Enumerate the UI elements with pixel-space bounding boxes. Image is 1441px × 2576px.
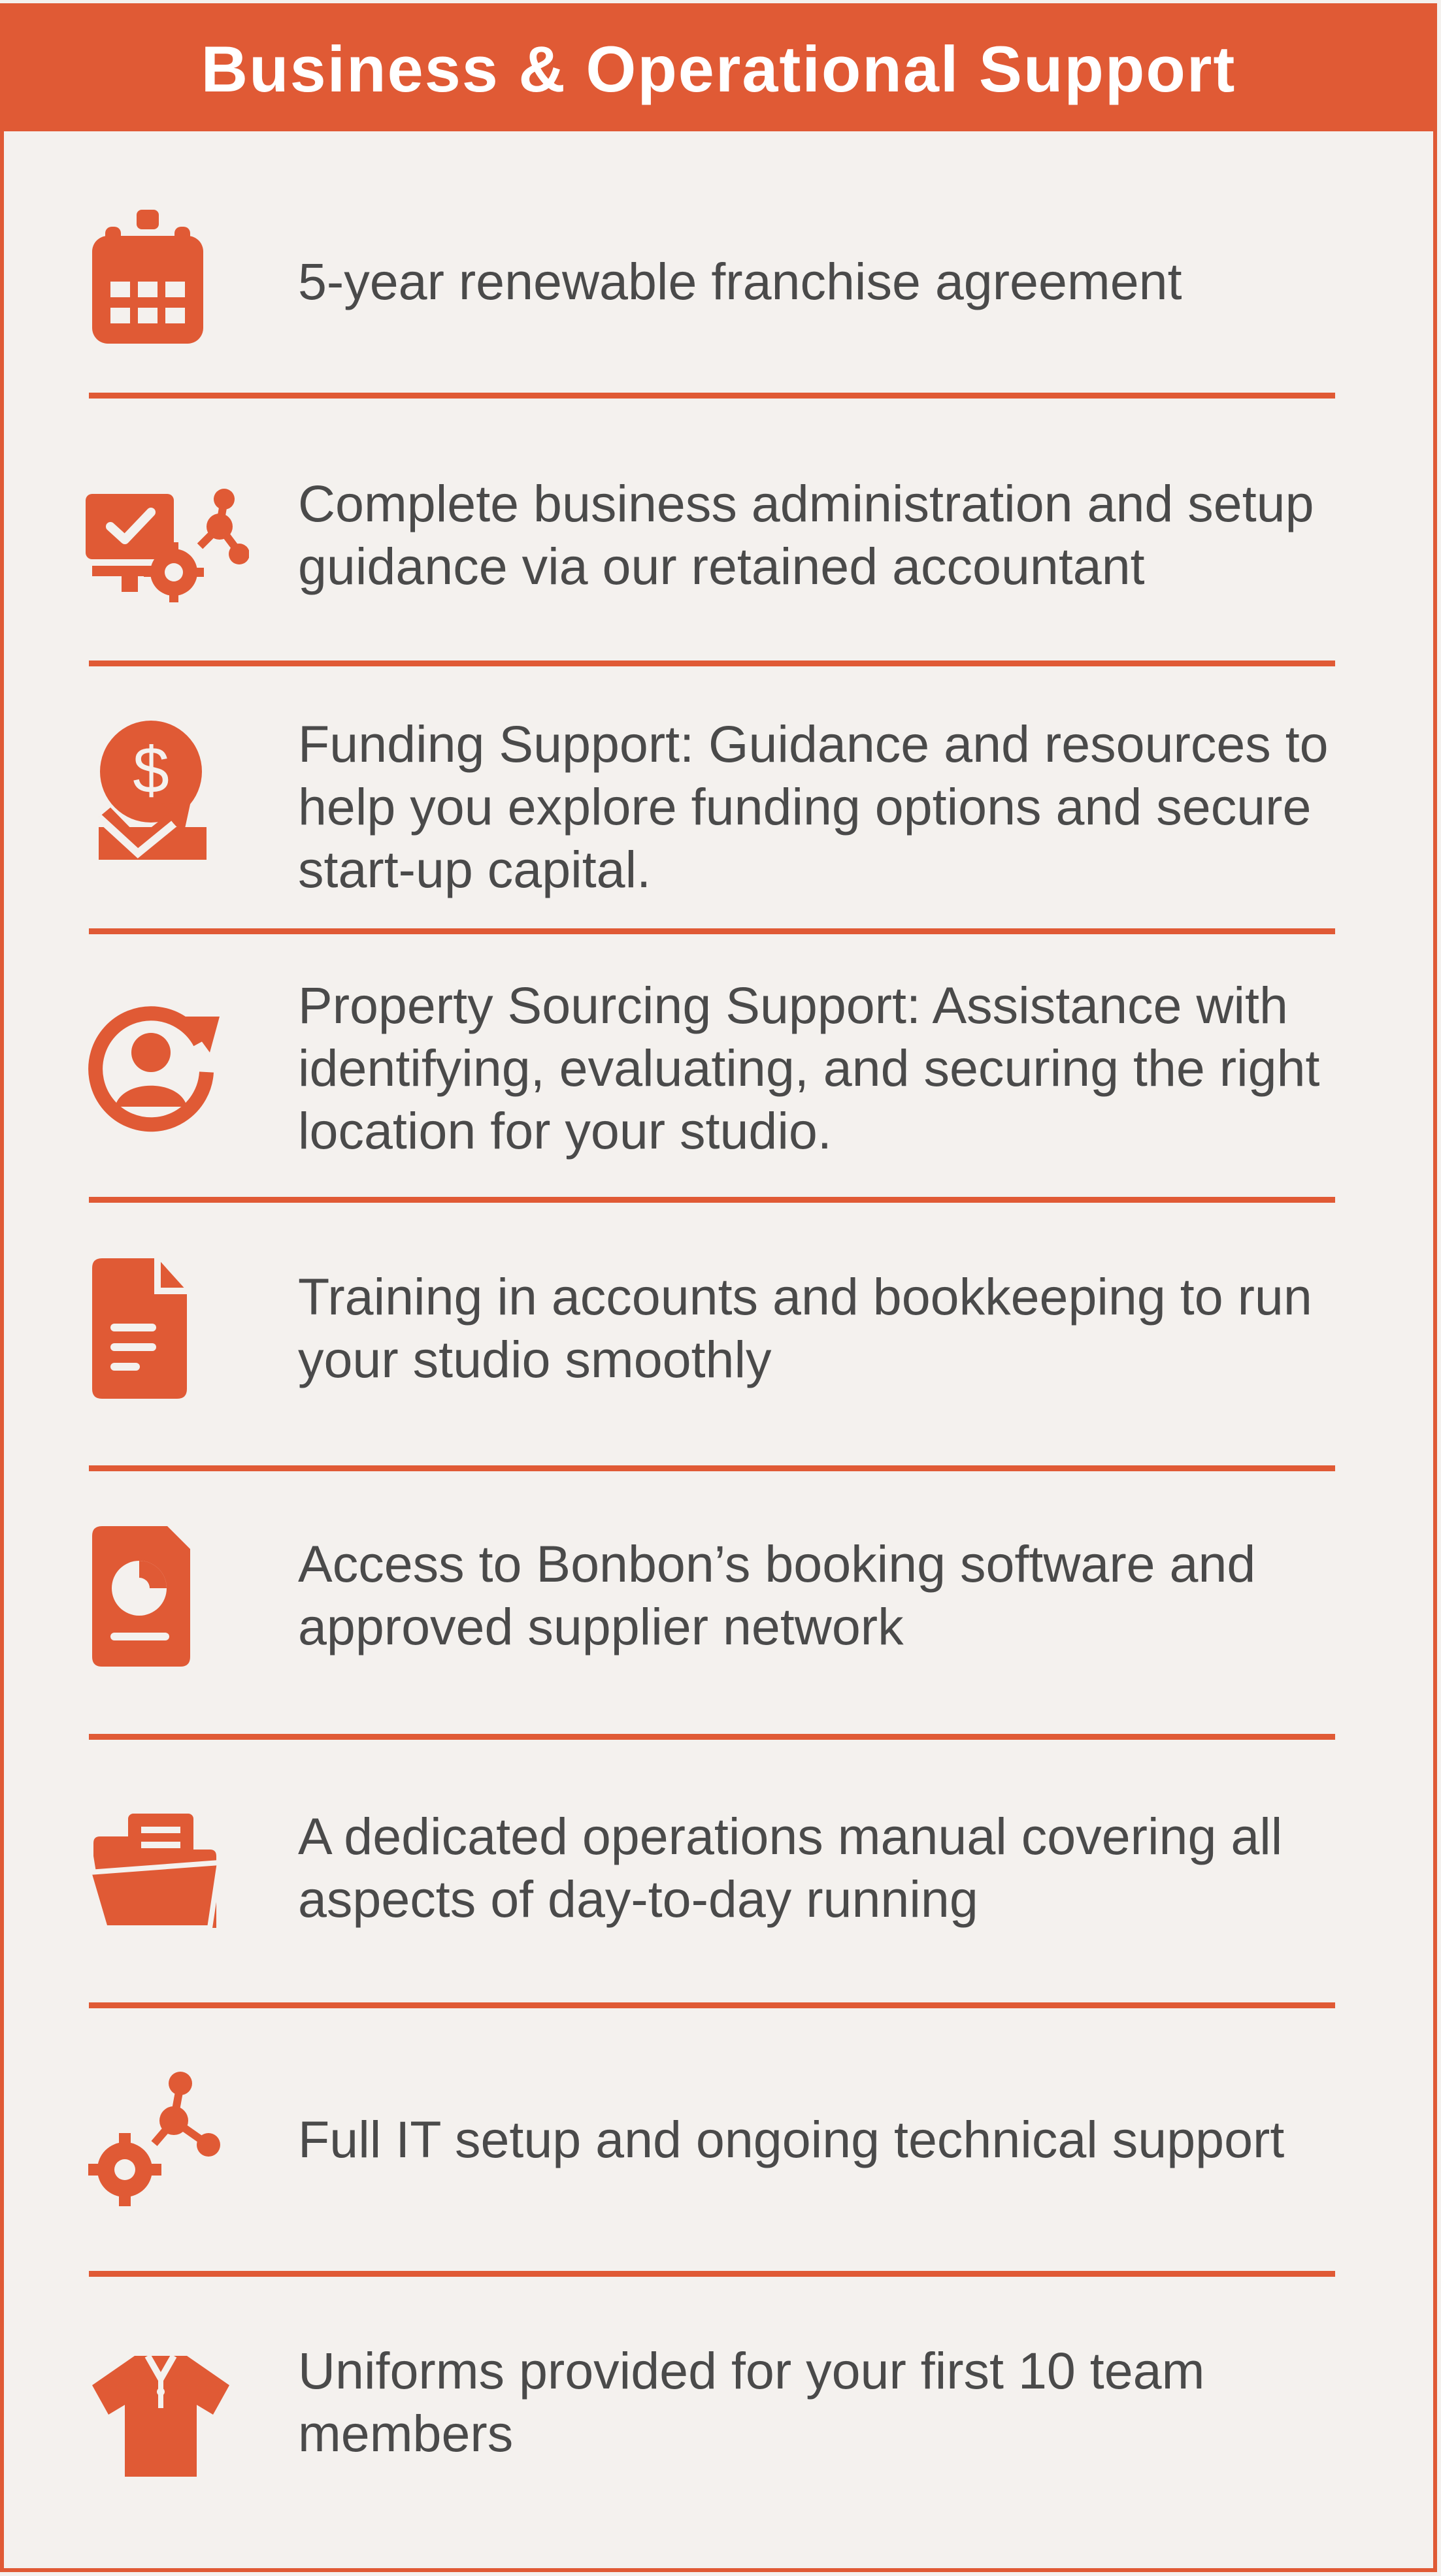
item-text: Access to Bonbon’s booking software and approved supplier network: [298, 1535, 1256, 1655]
divider: [89, 660, 1335, 666]
item-text: Uniforms provided for your first 10 team members: [298, 2341, 1205, 2462]
divider: [89, 1734, 1335, 1740]
item-text: Complete business administration and setup guidance via our retained accountant: [298, 474, 1314, 595]
calendar-icon: [86, 203, 249, 353]
item-text: Property Sourcing Support: Assistance with identifying, evaluating, and securing the right location for your studio.: [298, 976, 1320, 1160]
item-text: A dedicated operations manual covering all aspects of day-to-day running: [298, 1807, 1283, 1928]
divider: [89, 1465, 1335, 1471]
divider: [89, 2002, 1335, 2008]
divider: [89, 393, 1335, 399]
support-card: [0, 3, 1437, 2572]
uniform-shirt-icon: [86, 2340, 249, 2490]
divider: [89, 928, 1335, 934]
item-text: Training in accounts and bookkeeping to run your studio smoothly: [298, 1267, 1312, 1388]
funding-dollar-icon: [86, 719, 249, 870]
card-header: [4, 7, 1433, 131]
item-text: 5-year renewable franchise agreement: [298, 252, 1182, 310]
user-refresh-icon: [86, 987, 249, 1137]
page-title: Business & Operational Support: [201, 33, 1236, 105]
folder-icon: [86, 1794, 249, 1944]
document-icon: [86, 1255, 249, 1405]
gear-network-icon: [86, 2065, 249, 2215]
svg-text:$: $: [133, 734, 169, 807]
divider: [89, 1197, 1335, 1203]
item-text: Funding Support: Guidance and resources to help you explore funding options and secure start-up capital.: [298, 715, 1329, 898]
item-text: Full IT setup and ongoing technical support: [298, 2110, 1285, 2168]
computer-settings-icon: [86, 465, 249, 615]
divider: [89, 2271, 1335, 2277]
report-chart-icon: [86, 1523, 249, 1673]
